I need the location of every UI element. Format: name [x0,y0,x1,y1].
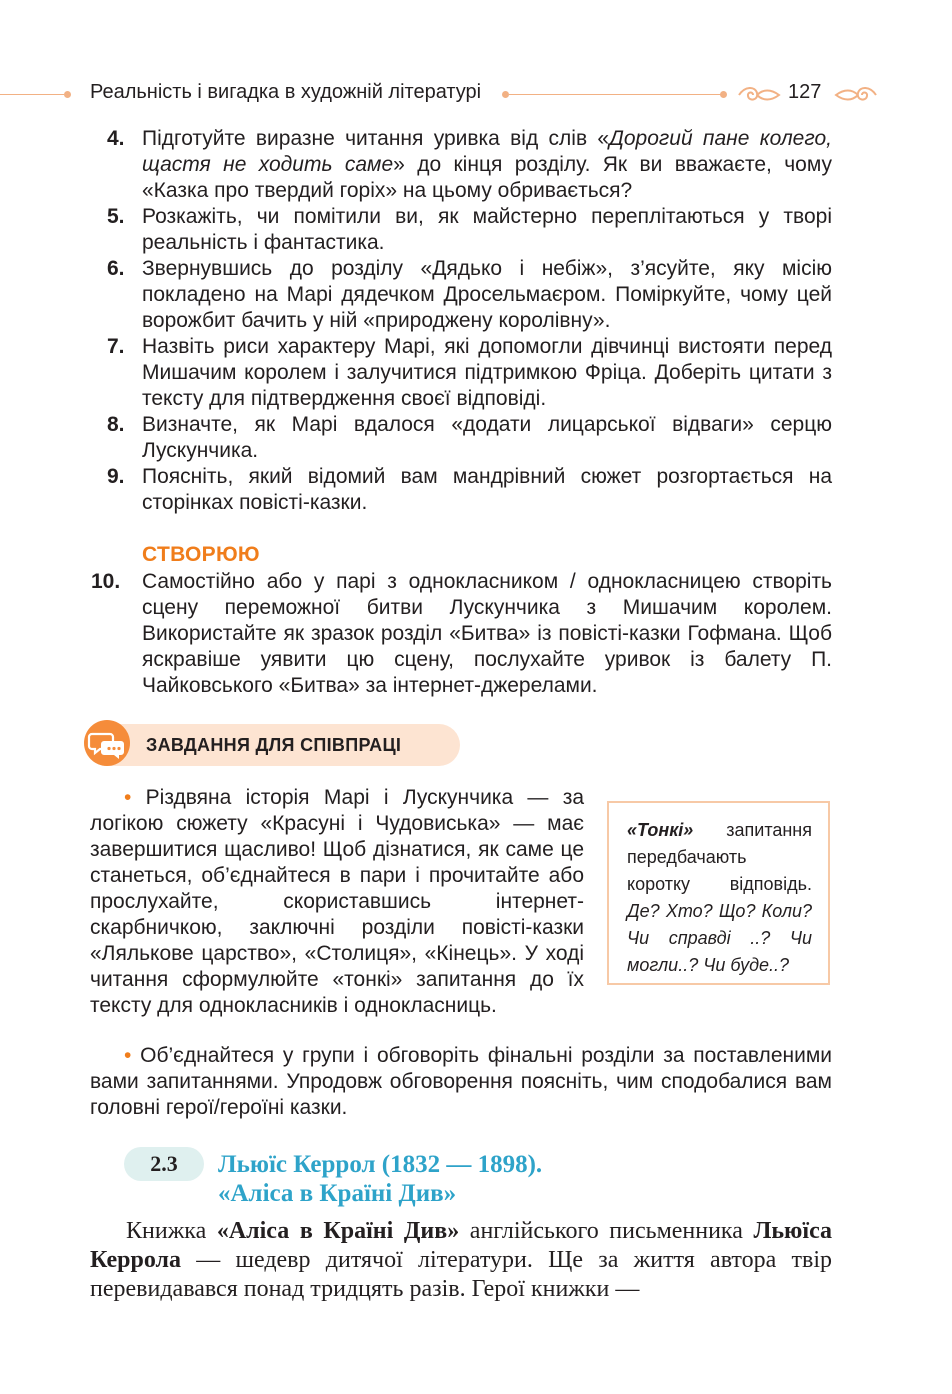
body-text: — шедевр дитячої літератури. Ще за життя автора твір перевидавався понад тридцять разів. Герої книжки — [90,1247,832,1302]
question-text: Визначте, як Марі вдалося «додати лицарської відваги» серцю Лускунчика. [142,413,832,462]
body-text: Книжка [126,1218,217,1244]
page-header [0,78,952,112]
question-text: Розкажіть, чи помітили ви, як майстерно переплітаються у творі реальність і фантастика. [142,205,832,254]
question-text: Самостійно або у парі з однокласником / однокласницею створіть сцену переможної битви Лускунчика з Мишачим королем. Використайте як зразок розділ «Битва» із повісті-казки Гофмана. Щоб яскравіше уявити цю сцену, послухайте уривок із балету П. Чайковського «Битва» за інтернет-джерелами. [142,570,832,697]
cooperation-paragraph-2 [90,1043,832,1121]
create-heading: СТВОРЮЮ [142,543,260,566]
note-text: запитання передбачають коротку відповідь. [627,820,812,894]
author-name: Льюїса Керрола [90,1218,833,1273]
question-10 [0,569,832,699]
question-9 [0,464,832,516]
question-text: Назвіть риси характеру Марі, які допомогли дівчинці вистояти перед Мишачим королем і залучитися підтримкою Фріца. Доберіть цитати з тексту для підтвердження своєї відповіді. [142,335,832,410]
section-title-line-1: Льюїс Керрол (1832 — 1898). [218,1151,543,1178]
note-term: «Тонкі» [627,820,694,840]
cooperation-banner [84,720,460,770]
section-number: 2.3 [150,1151,178,1176]
chat-bubbles-icon [84,720,130,766]
header-rule-mid [509,94,723,95]
bullet-icon: • [124,1044,132,1067]
page-number: 127 [788,81,822,103]
question-8 [0,412,832,464]
question-7 [0,334,832,412]
running-title: Реальність і вигадка в художній літературі [90,81,482,103]
paragraph-text: Об’єднайтеся у групи і обговоріть фінальні розділи за поставленими вами запитаннями. Упродовж обговорення поясніть, чим сподобалися вам головні герої/героїні казки. [90,1044,832,1119]
note-box [607,801,830,985]
create-task [0,569,952,699]
cooperation-paragraph-1 [90,785,584,1019]
ornament-right-icon [834,84,878,106]
question-text: Підготуйте виразне читання уривка від слів « [142,127,610,150]
header-dot-right [720,91,727,98]
question-6 [0,256,832,334]
question-number: 5. [107,205,125,228]
note-examples: Де? Хто? Що? Коли? Чи справді ..? Чи могли..? Чи буде..? [627,901,812,975]
question-number: 7. [107,335,125,358]
question-number: 8. [107,413,125,436]
quote-text: Дорогий пане колего, щастя не ходить саме [142,127,832,176]
section-title [218,1150,542,1208]
question-number: 6. [107,257,125,280]
header-rule-left [0,94,64,95]
banner-label: ЗАВДАННЯ ДЛЯ СПІВПРАЦІ [146,735,402,755]
question-number: 9. [107,465,125,488]
paragraph-text: Різдвяна історія Марі і Лускунчика — за логікою сюжету «Красуні і Чудовиська» — має завершитися щасливо! Щоб дізнатися, як саме це станеться, об’єднайтеся в пари і прочитайте або прослухайте, скориставшись інтернет-скарбничкою, заключні розділи повісті-казки «Лялькове царство», «Столиця», «Кінець». У ході читання сформулюйте «тонкі» запитання до їх тексту для однокласників і однокласниць. [90,786,585,1017]
question-5 [0,204,832,256]
question-number: 10. [91,570,121,593]
question-list [0,126,952,516]
ornament-left-icon [737,84,781,106]
bullet-icon: • [124,786,132,809]
body-text: англійського письменника [459,1218,754,1244]
header-dot-mid [502,91,509,98]
banner-circle [84,720,130,766]
question-4 [0,126,832,204]
section-title-line-2: «Аліса в Країні Див» [218,1180,457,1207]
question-text: Поясніть, який відомий вам мандрівний сюжет розгортається на сторінках повісті-казки. [142,465,832,514]
section-body [90,1217,832,1304]
question-number: 4. [107,127,125,150]
question-text: » до кінця розділу. Як ви вважаєте, чому «Казка про твердий горіх» на цьому обривається? [142,153,833,202]
book-title: «Аліса в Країні Див» [216,1218,460,1244]
section-number-badge [124,1147,204,1181]
header-dot-left [64,91,71,98]
question-text: Звернувшись до розділу «Дядько і небіж», з’ясуйте, яку місію покладено на Марі дядечком Дросельмаєром. Поміркуйте, чому цей ворожбит бачить у ній «природжену королівну». [142,257,832,332]
